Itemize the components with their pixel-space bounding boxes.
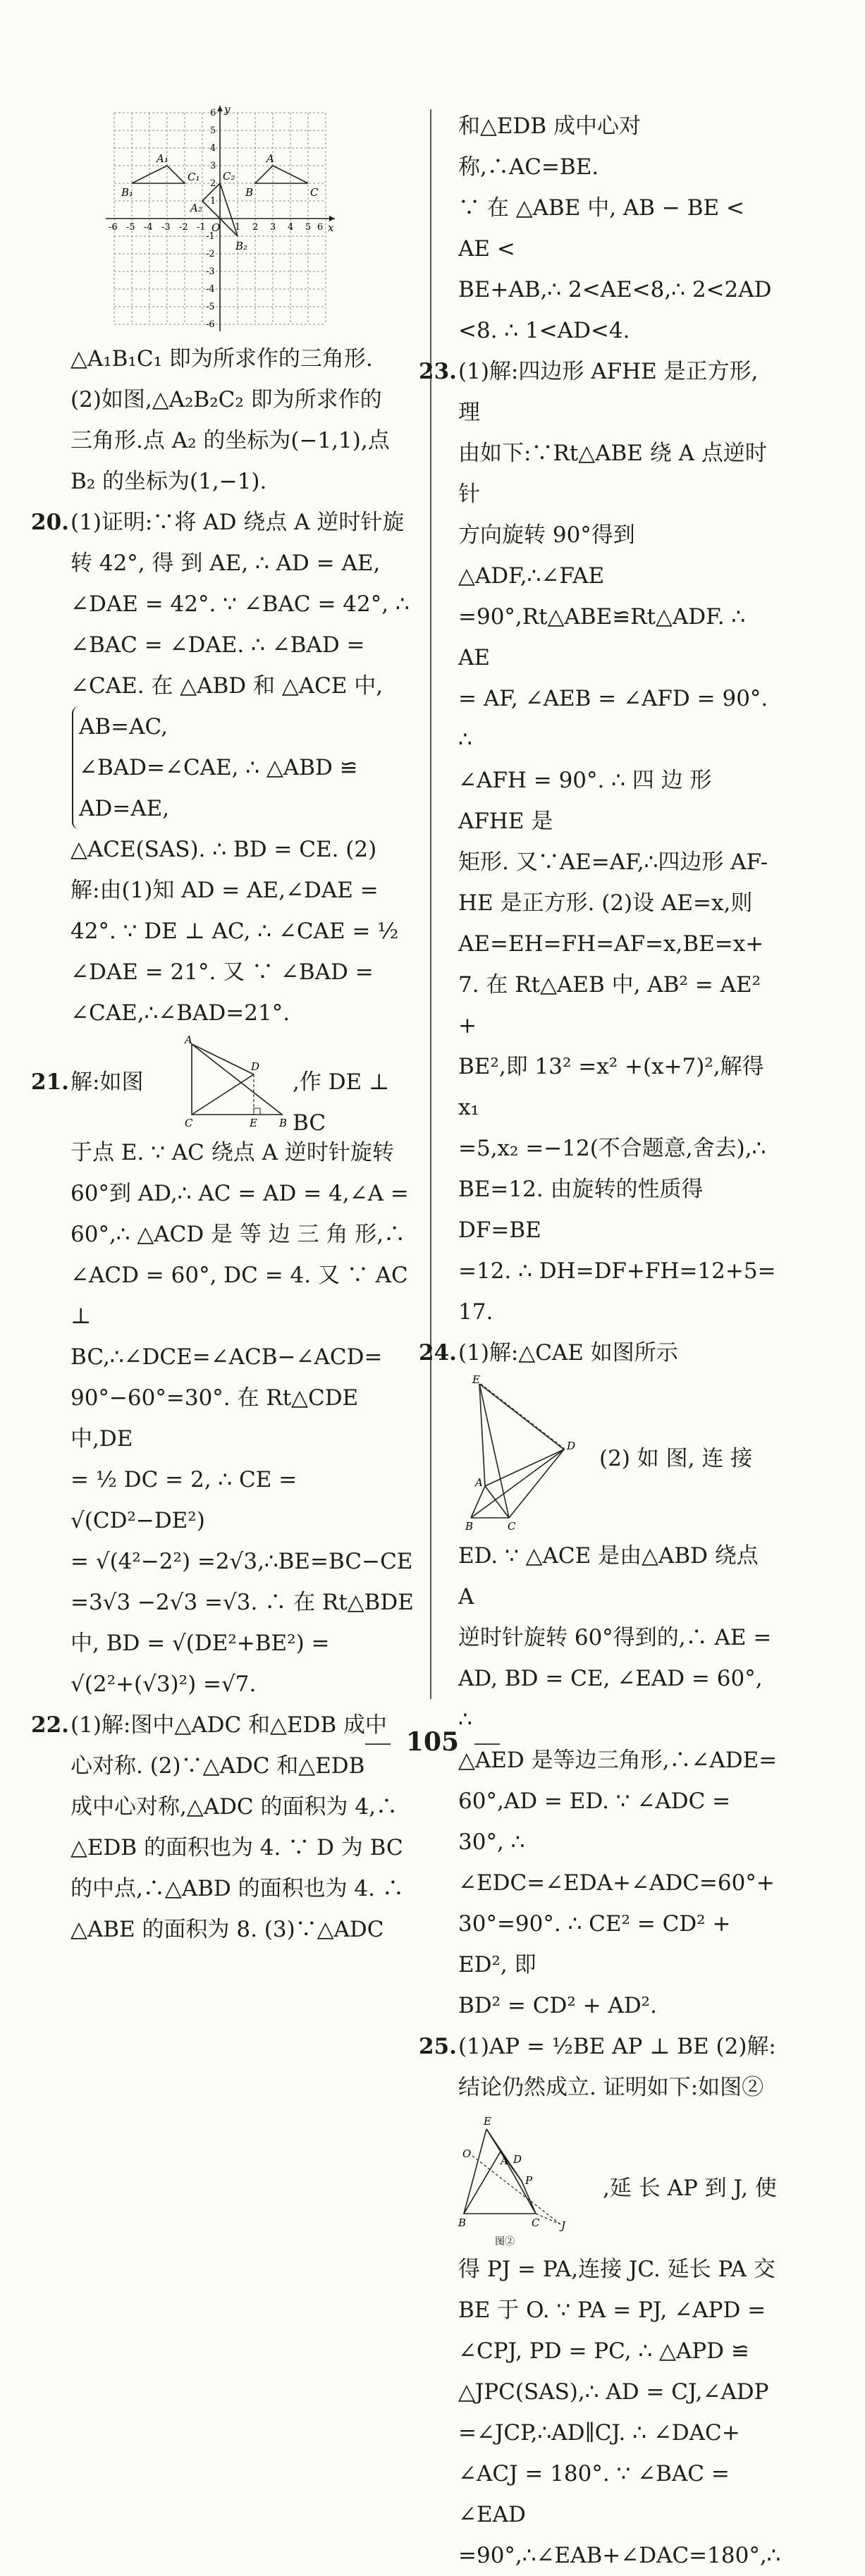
- y-tick: -4: [206, 284, 215, 295]
- point-a2-label: A₂: [190, 202, 202, 214]
- figure-caption: 图②: [495, 2236, 515, 2247]
- q20-line: AB=AC,: [79, 714, 168, 740]
- point-o-label: O: [462, 2147, 472, 2160]
- q22-cont-line: BE+AB,∴ 2<AE<8,∴ 2<2AD: [458, 277, 772, 302]
- question-number: 25.: [419, 2034, 457, 2059]
- x-tick: -4: [144, 222, 153, 233]
- page-number-text: 105: [405, 1727, 460, 1757]
- q23-line: 由如下:∵Rt△ABE 绕 A 点逆时针: [458, 441, 767, 507]
- q22-cont-line: ∵ 在 △ABE 中, AB − BE < AE <: [458, 195, 744, 262]
- q20-line: AD=AE,: [79, 796, 170, 821]
- q25-line: 结论仍然成立. 证明如下:如图②: [458, 2075, 764, 2100]
- q20-text: (1)证明:∵将 AD 绕点 A 逆时针旋: [70, 510, 405, 535]
- q22-line: △EDB 的面积也为 4. ∵ D 为 BC: [70, 1835, 403, 1860]
- y-tick: -5: [206, 302, 215, 312]
- q21-line: 于点 E. ∵ AC 绕点 A 逆时针旋转: [70, 1140, 394, 1165]
- page-number-dash: [365, 1743, 391, 1745]
- point-e-label: E: [250, 1117, 257, 1129]
- system-brace: [72, 706, 416, 829]
- q22-line: △ABE 的面积为 8. (3)∵△ADC: [70, 1917, 384, 1942]
- q23-line: BE²,即 13² =x² +(x+7)²,解得 x₁: [458, 1054, 764, 1120]
- column-divider: [430, 109, 431, 1699]
- triangle-abc: [255, 166, 308, 183]
- y-tick: 6: [210, 108, 216, 118]
- q25-line: =90°,∴∠EAB+∠DAC=180°,∴: [458, 2543, 781, 2568]
- y-tick: 1: [210, 196, 216, 207]
- q23-line: = AF, ∠AEB = ∠AFD = 90°. ∴: [458, 686, 768, 752]
- point-b-label: B: [279, 1117, 288, 1129]
- x-tick: -1: [197, 222, 206, 233]
- q19-line: B₂ 的坐标为(1,−1).: [70, 469, 267, 494]
- q22-cont-line: 和△EDB 成中心对称,∴AC=BE.: [458, 114, 641, 180]
- q24-line: BD² = CD² + AD².: [458, 1993, 657, 2018]
- q24-text: (2) 如 图, 连 接: [599, 1446, 753, 1471]
- q22-cont-line: <8. ∴ 1<AD<4.: [458, 318, 630, 343]
- y-tick: 3: [210, 161, 216, 171]
- q24-line: [419, 1332, 779, 1373]
- y-tick: -3: [206, 266, 215, 277]
- point-c2-label: C₂: [223, 170, 235, 183]
- point-b1-label: B₁: [121, 186, 134, 199]
- q24-line: 逆时针旋转 60°得到的,∴ AE =: [458, 1625, 772, 1650]
- x-tick: 6: [317, 222, 324, 233]
- y-tick: -6: [206, 319, 215, 330]
- q25-line: [419, 2026, 779, 2067]
- point-b-label: B: [245, 186, 254, 199]
- q20-line: ∠CAE. 在 △ABD 和 △ACE 中,: [70, 673, 384, 699]
- x-tick: 4: [288, 222, 294, 233]
- q22-line: 心对称. (2)∵△ADC 和△EDB: [70, 1753, 365, 1779]
- x-tick: -3: [161, 222, 171, 233]
- q20-line: 42°. ∵ DE ⊥ AC, ∴ ∠CAE = ½: [70, 919, 399, 944]
- q23-text: (1)解:四边形 AFHE 是正方形,理: [458, 359, 759, 425]
- q25-line: △JPC(SAS),∴ AD = CJ,∠ADP: [458, 2379, 769, 2405]
- q24-line: ED. ∵ △ACE 是由△ABD 绕点 A: [458, 1543, 759, 1609]
- q20-line: ∠DAE = 42°. ∵ ∠BAC = 42°, ∴: [70, 591, 410, 617]
- q22-text: (1)解:图中△ADC 和△EDB 成中: [70, 1712, 387, 1738]
- x-tick: 1: [235, 222, 241, 233]
- point-e-label: E: [484, 2115, 491, 2128]
- point-p-label: P: [525, 2174, 533, 2187]
- q25-text: ,延 长 AP 到 J, 使: [603, 2176, 777, 2201]
- y-tick: -2: [206, 249, 215, 259]
- q21-text: 解:如图: [70, 1069, 144, 1095]
- origin-label: O: [211, 221, 221, 234]
- q24-line: AD, BD = CE, ∠EAD = 60°, ∴: [458, 1666, 763, 1732]
- x-tick: 2: [252, 222, 259, 233]
- q24-line: 30°=90°. ∴ CE² = CD² + ED², 即: [458, 1911, 731, 1977]
- q25-text: (1)AP = ½BE AP ⊥ BE (2)解:: [458, 2034, 776, 2059]
- q23-line: ∠AFH = 90°. ∴ 四 边 形 AFHE 是: [458, 768, 712, 834]
- point-c-label: C: [532, 2216, 540, 2229]
- x-axis-label: x: [328, 221, 334, 234]
- q21-line: √(2²+(√3)²) =√7.: [70, 1672, 257, 1697]
- q23-line: 17.: [458, 1299, 493, 1325]
- point-d-label: D: [567, 1440, 576, 1452]
- q21-first-row: [31, 1034, 416, 1136]
- q23-line: HE 是正方形. (2)设 AE=x,则: [458, 890, 753, 916]
- q24-text: (1)解:△CAE 如图所示: [458, 1340, 678, 1366]
- page-number: [0, 1727, 865, 1757]
- q20-line: △ACE(SAS). ∴ BD = CE. (2): [70, 837, 377, 862]
- q21-line: BC,∴∠DCE=∠ACB−∠ACD=: [70, 1344, 383, 1370]
- point-a-label: A: [501, 2154, 508, 2167]
- q23-line: 方向旋转 90°得到△ADF,∴∠FAE: [458, 522, 635, 589]
- x-tick: 3: [270, 222, 276, 233]
- point-d-label: D: [513, 2153, 522, 2166]
- q25-line: BE 于 O. ∵ PA = PJ, ∠APD =: [458, 2298, 766, 2323]
- question-number: 23.: [419, 359, 457, 384]
- q25-figure-row: [458, 2108, 779, 2249]
- q21-line: =3√3 −2√3 =√3. ∴ 在 Rt△BDE: [70, 1590, 414, 1615]
- point-b-label: B: [465, 1520, 474, 1532]
- point-c-label: C: [185, 1117, 193, 1129]
- q24-line: ∠EDC=∠EDA+∠ADC=60°+: [458, 1870, 775, 1896]
- q23-line: 矩形. 又∵AE=AF,∴四边形 AF-: [458, 850, 768, 875]
- q23-line: =12. ∴ DH=DF+FH=12+5=: [458, 1258, 776, 1284]
- q25-line: 得 PJ = PA,连接 JC. 延长 PA 交: [458, 2257, 775, 2282]
- point-a-label: A: [266, 152, 274, 165]
- q21-line: = √(4²−2²) =2√3,∴BE=BC−CE: [70, 1549, 413, 1574]
- q21-line: 90°−60°=30°. 在 Rt△CDE 中,DE: [70, 1385, 359, 1452]
- y-tick: 4: [210, 143, 216, 154]
- point-j-label: J: [561, 2219, 566, 2232]
- q24-line: △AED 是等边三角形,∴∠ADE=: [458, 1748, 778, 1773]
- x-tick: -6: [109, 222, 118, 233]
- question-number: 20.: [31, 510, 69, 535]
- y-tick: 2: [210, 178, 216, 189]
- q20-line: 解:由(1)知 AD = AE,∠DAE =: [70, 878, 379, 903]
- x-tick: -2: [179, 222, 188, 233]
- q23-line: AE=EH=FH=AF=x,BE=x+: [458, 931, 764, 957]
- point-a-label: A: [185, 1034, 192, 1046]
- point-d-label: D: [251, 1060, 260, 1073]
- q20-line: ∠DAE = 21°. 又 ∵ ∠BAD =: [70, 959, 374, 985]
- page-number-dash: [474, 1743, 500, 1745]
- triangle-a1b1c1: [132, 166, 185, 183]
- q20-line: ∠CAE,∴∠BAD=21°.: [70, 1000, 290, 1026]
- question-number: 24.: [419, 1340, 457, 1366]
- y-tick: 5: [210, 125, 216, 136]
- q21-line: 60°到 AD,∴ AC = AD = 4,∠A =: [70, 1181, 409, 1206]
- q20-line: [31, 502, 416, 543]
- point-c-label: C: [508, 1520, 516, 1532]
- q24-figure-row: [458, 1373, 779, 1535]
- q25-line: ∠CPJ, PD = PC, ∴ △APD ≌: [458, 2338, 749, 2364]
- y-tick: -1: [206, 231, 215, 242]
- point-a1-label: A₁: [157, 152, 168, 165]
- q20-line: 转 42°, 得 到 AE, ∴ AD = AE,: [70, 551, 381, 576]
- point-b-label: B: [458, 2216, 467, 2229]
- point-c1-label: C₁: [188, 171, 200, 183]
- x-tick: 5: [305, 222, 312, 233]
- q20-line: ∠BAD=∠CAE, ∴ △ABD ≌: [79, 755, 358, 780]
- q21-line: ∠ACD = 60°, DC = 4. 又 ∵ AC ⊥: [70, 1263, 408, 1329]
- point-a-label: A: [475, 1476, 483, 1489]
- x-tick: -5: [126, 222, 135, 233]
- q21-line: 中, BD = √(DE²+BE²) =: [70, 1631, 330, 1656]
- q23-line: 7. 在 Rt△AEB 中, AB² = AE² +: [458, 972, 761, 1038]
- q23-line: =5,x₂ =−12(不合题意,舍去),∴: [458, 1136, 766, 1161]
- question-number: 21.: [31, 1069, 69, 1095]
- q23-line: [419, 351, 779, 433]
- q20-line: ∠BAC = ∠DAE. ∴ ∠BAD =: [70, 632, 365, 658]
- q19-line: △A₁B₁C₁ 即为所求作的三角形.: [70, 346, 373, 372]
- q21-text: ,作 DE ⊥ BC: [293, 1069, 390, 1136]
- q25-figure: [458, 2108, 599, 2249]
- question-number: 22.: [31, 1712, 69, 1738]
- q21-line: 60°,∴ △ACD 是 等 边 三 角 形,∴: [70, 1222, 406, 1247]
- q25-line: =∠JCP,∴AD∥CJ. ∴ ∠DAC+: [458, 2420, 740, 2446]
- q23-line: BE=12. 由旋转的性质得 DF=BE: [458, 1177, 704, 1243]
- q22-line: 的中点,∴△ABD 的面积也为 4. ∴: [70, 1876, 404, 1901]
- q24-line: 60°,AD = ED. ∵ ∠ADC = 30°, ∴: [458, 1789, 731, 1855]
- q21-figure: [183, 1034, 289, 1129]
- point-b2-label: B₂: [235, 240, 248, 252]
- q21-line: = ½ DC = 2, ∴ CE = √(CD²−DE²): [70, 1467, 297, 1533]
- q23-line: =90°,Rt△ABE≌Rt△ADF. ∴ AE: [458, 604, 746, 670]
- left-column: [31, 106, 416, 1950]
- q19-line: 三角形.点 A₂ 的坐标为(−1,1),点: [70, 428, 390, 453]
- q24-figure: [465, 1373, 592, 1532]
- point-e-label: E: [472, 1373, 480, 1386]
- y-axis-label: y: [224, 106, 231, 116]
- q22-line: 成中心对称,△ADC 的面积为 4,∴: [70, 1794, 398, 1820]
- q25-line: ∠ACJ = 180°. ∵ ∠BAC = ∠EAD: [458, 2461, 730, 2527]
- point-c-label: C: [310, 186, 319, 199]
- q19-line: (2)如图,△A₂B₂C₂ 即为所求作的: [70, 387, 382, 412]
- coordinate-grid-figure: [106, 106, 402, 331]
